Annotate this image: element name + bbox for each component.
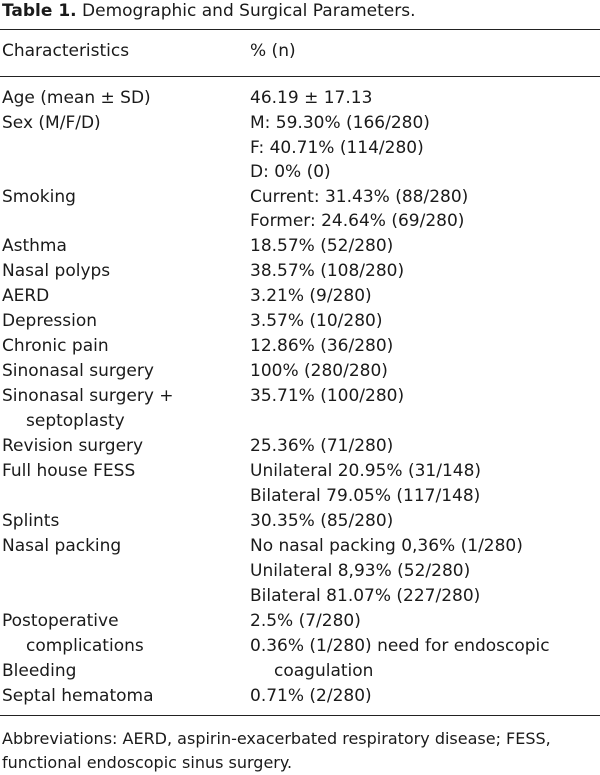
row-value: Current: 31.43% (88/280)	[250, 187, 469, 207]
row-value: 18.57% (52/280)	[250, 236, 394, 256]
row-value: 30.35% (85/280)	[250, 511, 394, 531]
table-row	[0, 686, 600, 711]
table-row	[0, 561, 600, 586]
row-label: Sex (M/F/D)	[2, 113, 101, 133]
row-value: D: 0% (0)	[250, 162, 331, 182]
row-value: 3.57% (10/280)	[250, 311, 383, 331]
row-value: M: 59.30% (166/280)	[250, 113, 430, 133]
row-label: Nasal packing	[2, 536, 122, 556]
row-value: Bilateral 81.07% (227/280)	[250, 586, 481, 606]
row-label: Sinonasal surgery +	[2, 386, 174, 406]
row-label: Splints	[2, 511, 60, 531]
row-label: complications	[26, 636, 144, 656]
table-row	[0, 636, 600, 661]
table-row	[0, 88, 600, 113]
table-row	[0, 536, 600, 561]
table-row	[0, 411, 600, 436]
row-value: 46.19 ± 17.13	[250, 88, 373, 108]
row-label: Bleeding	[2, 661, 77, 681]
row-value: Unilateral 20.95% (31/148)	[250, 461, 482, 481]
row-label: Smoking	[2, 187, 76, 207]
row-value: No nasal packing 0,36% (1/280)	[250, 536, 523, 556]
row-value: 0.71% (2/280)	[250, 686, 372, 706]
table-row	[0, 361, 600, 386]
row-value: 35.71% (100/280)	[250, 386, 405, 406]
header-characteristics: Characteristics	[2, 41, 130, 61]
table-caption-label: Table 1.	[2, 1, 77, 21]
table-row	[0, 611, 600, 636]
table-row	[0, 386, 600, 411]
row-value: coagulation	[274, 661, 374, 681]
top-rule	[0, 29, 600, 30]
table-row	[0, 286, 600, 311]
row-value: 3.21% (9/280)	[250, 286, 372, 306]
row-label: AERD	[2, 286, 50, 306]
row-value: Unilateral 8,93% (52/280)	[250, 561, 471, 581]
row-value: Former: 24.64% (69/280)	[250, 211, 465, 231]
bottom-rule	[0, 715, 600, 716]
row-value: 100% (280/280)	[250, 361, 388, 381]
table-row	[0, 211, 600, 236]
table-row	[0, 661, 600, 686]
table-caption-text: Demographic and Surgical Parameters.	[82, 1, 416, 21]
table-row	[0, 586, 600, 611]
header-percent-n: % (n)	[250, 41, 296, 61]
table-row	[0, 461, 600, 486]
table-footnote: Abbreviations: AERD, aspirin-exacerbated respiratory disease; FESS, functional endoscopic sinus surgery.	[2, 729, 551, 772]
table-caption	[2, 1, 416, 21]
row-value: 25.36% (71/280)	[250, 436, 394, 456]
row-label: Septal hematoma	[2, 686, 154, 706]
row-label: Age (mean ± SD)	[2, 88, 151, 108]
table-row	[0, 162, 600, 187]
table-row	[0, 486, 600, 511]
table-row	[0, 187, 600, 212]
row-label: Nasal polyps	[2, 261, 111, 281]
row-value: Bilateral 79.05% (117/148)	[250, 486, 481, 506]
row-value: F: 40.71% (114/280)	[250, 138, 424, 158]
table-row	[0, 261, 600, 286]
row-label: Asthma	[2, 236, 67, 256]
row-label: Sinonasal surgery	[2, 361, 154, 381]
row-value: 0.36% (1/280) need for endoscopic	[250, 636, 550, 656]
header-rule	[0, 76, 600, 77]
row-value: 12.86% (36/280)	[250, 336, 394, 356]
row-label: Chronic pain	[2, 336, 109, 356]
row-label: septoplasty	[26, 411, 125, 431]
row-value: 38.57% (108/280)	[250, 261, 405, 281]
table-row	[0, 113, 600, 138]
table-row	[0, 138, 600, 163]
row-label: Postoperative	[2, 611, 119, 631]
table-row	[0, 511, 600, 536]
table-row	[0, 311, 600, 336]
row-value: 2.5% (7/280)	[250, 611, 361, 631]
table-row	[0, 336, 600, 361]
row-label: Revision surgery	[2, 436, 144, 456]
table-row	[0, 236, 600, 261]
row-label: Depression	[2, 311, 98, 331]
row-label: Full house FESS	[2, 461, 136, 481]
table-row	[0, 436, 600, 461]
